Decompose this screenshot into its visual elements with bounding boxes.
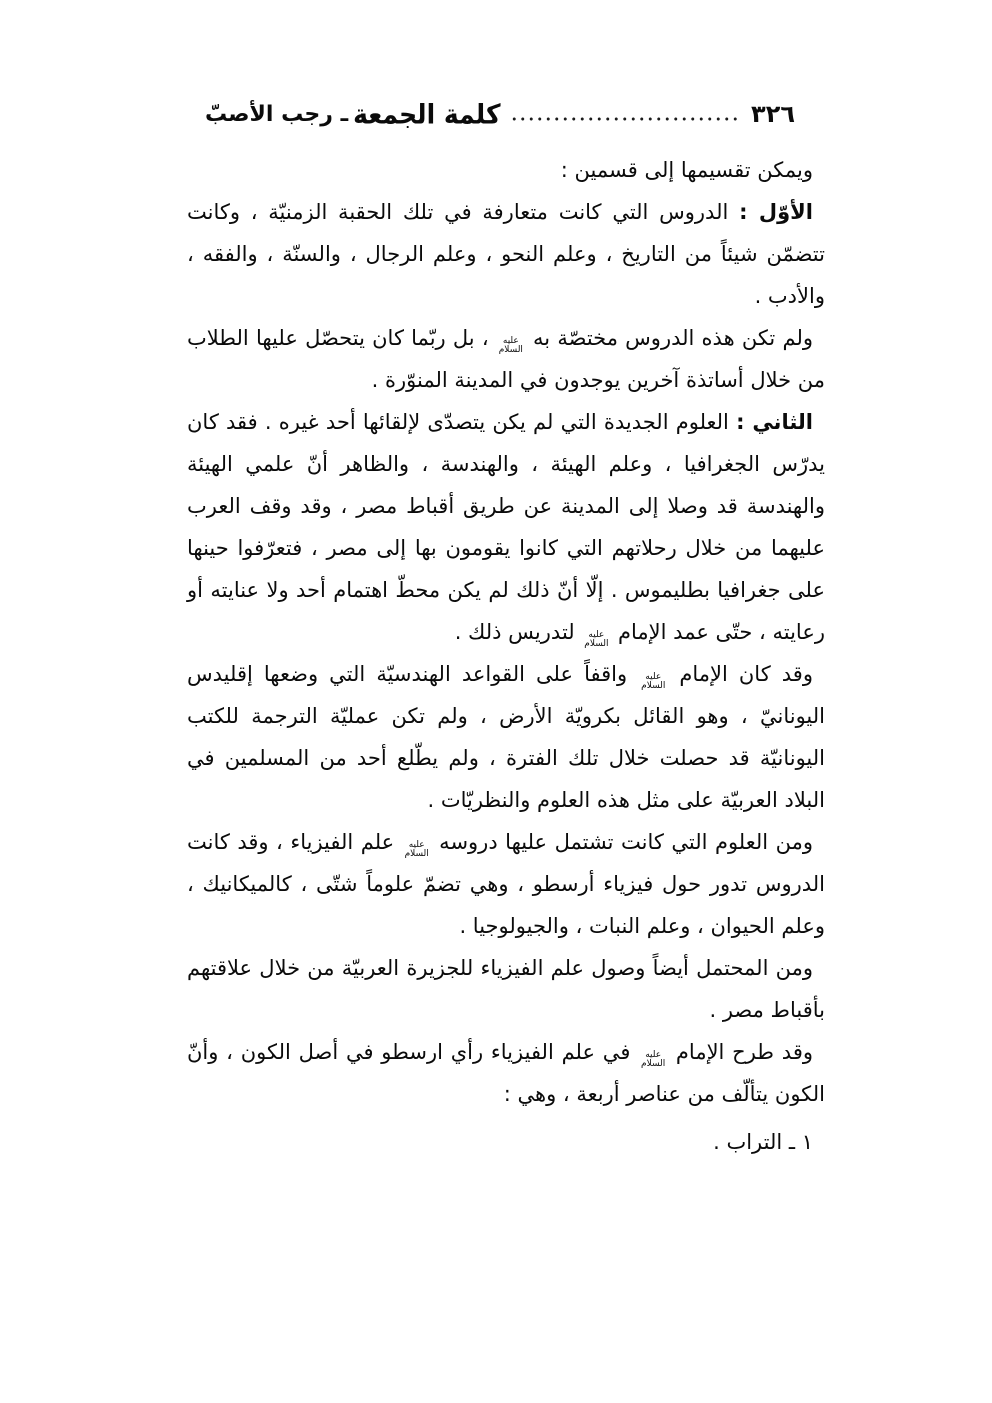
paragraph <box>187 149 825 191</box>
paragraph-text: ، بل ربّما كان يتحصّل عليها الطلاب من خلال أساتذة آخرين يوجدون في المدينة المنوّرة . <box>187 326 825 392</box>
paragraph-text: ولم تكن هذه الدروس مختصّة به <box>525 326 813 350</box>
alayhi-salam-honorific: عليه السلام <box>641 1049 666 1069</box>
paragraph-text: واقفاً على القواعد الهندسيّة التي وضعها إقليدس اليونانيّ ، وهو القائل بكرويّة الأرض ، ولم تكن عمليّة الترجمة للكتب اليونانيّة قد حصلت خلال تلك الفترة ، ولم يطّلع أحد من المسلمين في البلاد العربيّة على مثل هذه العلوم والنظريّات . <box>187 662 825 812</box>
paragraph <box>187 317 825 401</box>
paragraph-text: ومن المحتمل أيضاً وصول علم الفيزياء للجزيرة العربيّة من خلال علاقتهم بأقباط مصر . <box>187 956 825 1022</box>
paragraph-lead-bold: الأوّل : <box>739 200 813 224</box>
book-title-calligraphy: كلمة الجمعة <box>353 98 501 130</box>
paragraph <box>187 947 825 1031</box>
paragraph-text: ويمكن تقسيمها إلى قسمين : <box>560 158 813 182</box>
paragraph-text: العلوم الجديدة التي لم يكن يتصدّى لإلقائها أحد غيره . فقد كان يدرّس الجغرافيا ، وعلم الهيئة ، والهندسة ، والظاهر أنّ علمي الهيئة والهندسة قد وصلا إلى المدينة عن طريق أقباط مصر ، وقد وقف العرب عليهما من خلال رحلاتهم التي كانوا يقومون بها إلى مصر ، فتعرّفوا حينها على جغرافيا بطليموس . إلّا أنّ ذلك لم يكن محطّ اهتمام أحد ولا عنايته أو رعايته ، حتّى عمد الإمام <box>187 410 825 644</box>
paragraph-text: ومن العلوم التي كانت تشتمل عليها دروسه <box>431 830 813 854</box>
list-item <box>187 1121 825 1163</box>
page-number: ٣٢٦ <box>751 100 795 128</box>
alayhi-salam-honorific: عليه السلام <box>584 629 609 649</box>
paragraph-text: في علم الفيزياء رأي ارسطو في أصل الكون ، وأنّ الكون يتألّف من عناصر أربعة ، وهي : <box>187 1040 825 1106</box>
alayhi-salam-honorific: عليه السلام <box>641 671 666 691</box>
paragraph-text: وقد كان الإمام <box>668 662 813 686</box>
section-title: ـ رجب الأصبّ <box>205 101 349 127</box>
alayhi-salam-honorific: عليه السلام <box>404 839 429 859</box>
page-content <box>187 92 825 1163</box>
paragraph-lead-bold: الثاني : <box>736 410 813 434</box>
paragraph <box>187 821 825 947</box>
paragraph-text: ١ ـ التراب . <box>713 1130 813 1154</box>
body-text <box>187 149 825 1163</box>
dotted-leader <box>510 116 743 122</box>
paragraph <box>187 653 825 821</box>
paragraph-text: وقد طرح الإمام <box>668 1040 813 1064</box>
alayhi-salam-honorific: عليه السلام <box>498 335 523 355</box>
page-header <box>187 92 825 136</box>
paragraph <box>187 1031 825 1115</box>
paragraph-text: الدروس التي كانت متعارفة في تلك الحقبة الزمنيّة ، وكانت تتضمّن شيئاً من التاريخ ، وعلم النحو ، وعلم الرجال ، والسنّة ، والفقه ، والأدب . <box>187 200 825 308</box>
paragraph <box>187 191 825 317</box>
paragraph-text: لتدريس ذلك . <box>454 620 582 644</box>
paragraph <box>187 401 825 653</box>
paragraph-text: علم الفيزياء ، وقد كانت الدروس تدور حول فيزياء أرسطو ، وهي تضمّ علوماً شتّى ، كالميكانيك ، وعلم الحيوان ، وعلم النبات ، والجيولوجيا . <box>187 830 825 938</box>
